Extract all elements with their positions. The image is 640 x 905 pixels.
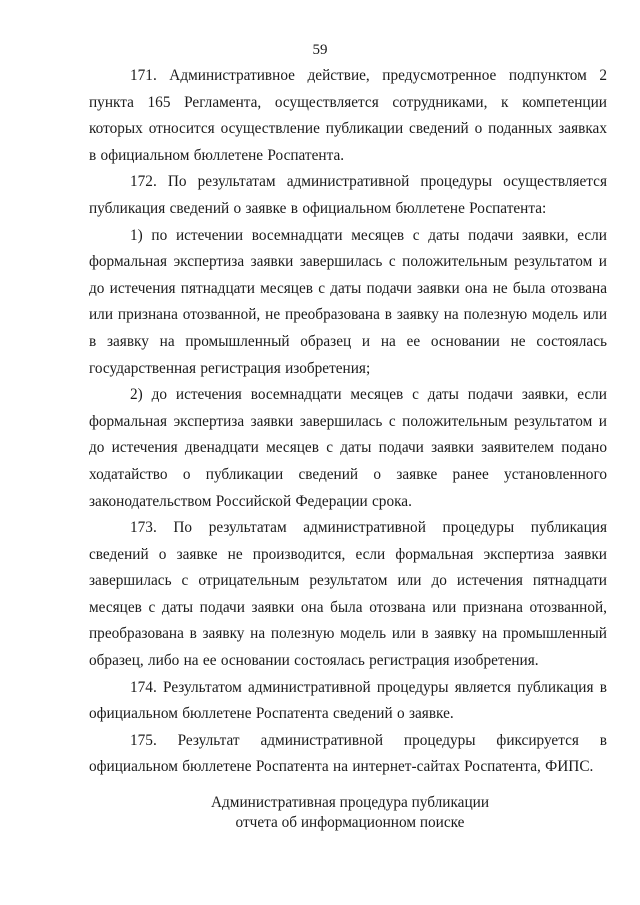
document-body [89,63,607,781]
paragraph-175: 175. Результат административной процедуры фиксируется в официальном бюллетене Роспатента на интернет-сайтах Роспатента, ФИПС. [89,731,607,776]
page-number: 59 [312,42,328,58]
section-heading-line-2: отчета об информационном поиске [235,814,465,831]
paragraph-172-item-1: 1) по истечении восемнадцати месяцев с даты подачи заявки, если формальная экспертиза заявки завершилась с положительным результатом и до истечения пятнадцати месяцев с даты подачи заявки она не была отозвана или признана отозванной, не преобразована в заявку на полезную модель или в заявку на промышленный образец и на ее основании не состоялась государственная регистрация изобретения; [89,226,607,377]
paragraph-172-item-2: 2) до истечения восемнадцати месяцев с даты подачи заявки, если формальная экспертиза заявки завершилась с положительным результатом и до истечения двенадцати месяцев с даты подачи заявки заявителем подано ходатайство о публикации сведений о заявке ранее установленного законодательством Российской Федерации срока. [89,386,607,510]
section-heading [0,793,640,833]
paragraph-173: 173. По результатам административной процедуры публикация сведений о заявке не производится, если формальная экспертиза заявки завершилась с отрицательным результатом или до истечения пятнадцати месяцев с даты подачи заявки она была отозвана или признана отозванной, преобразована в заявку на полезную модель или в заявку на промышленный образец, либо на ее основании состоялась регистрация изобретения. [89,519,607,670]
section-heading-line-1: Административная процедура публикации [210,794,490,811]
paragraph-174: 174. Результатом административной процедуры является публикация в официальном бюллетене Роспатента сведений о заявке. [89,678,607,723]
paragraph-171: 171. Административное действие, предусмотренное подпунктом 2 пункта 165 Регламента, осуществляется сотрудниками, к компетенции которых относится осуществление публикации сведений о поданных заявках в официальном бюллетене Роспатента. [89,67,607,164]
paragraph-172: 172. По результатам административной процедуры осуществляется публикация сведений о заявке в официальном бюллетене Роспатента: [89,173,607,217]
